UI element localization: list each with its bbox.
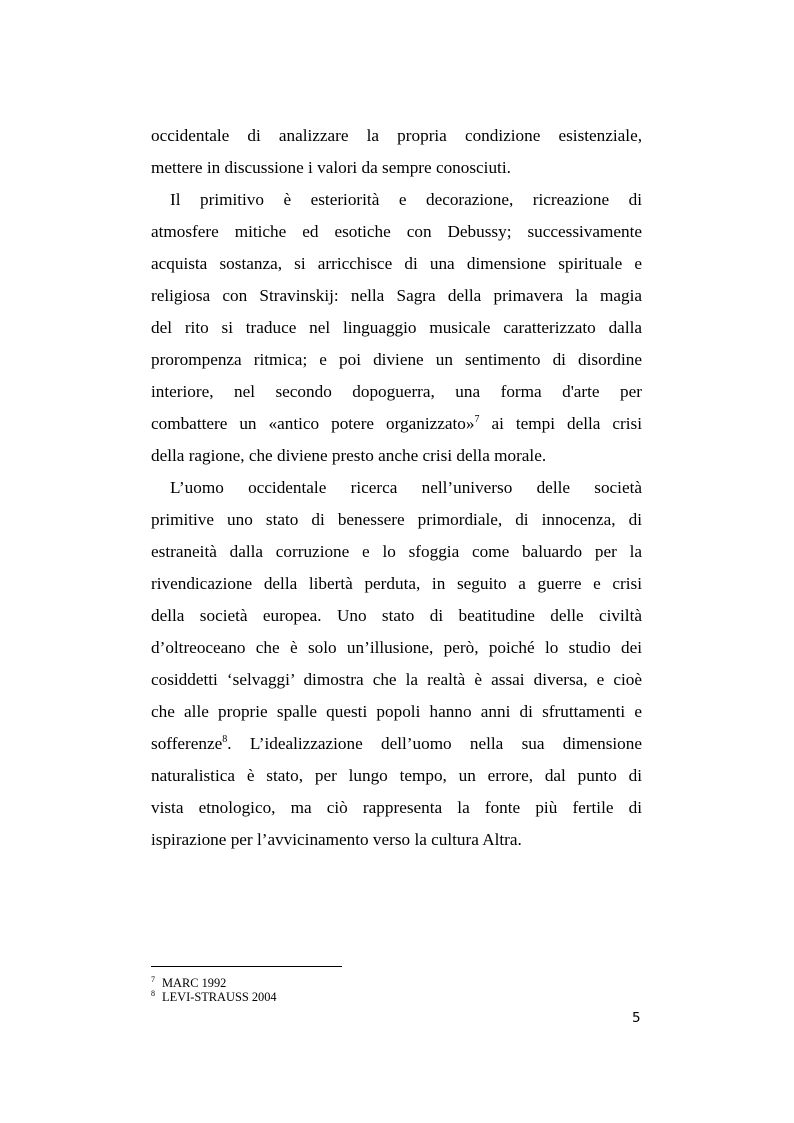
text-line: rivendicazione della libertà perduta, in seguito a guerre e crisi [151,574,642,593]
footnote-number: 7 [151,975,155,984]
text-line: occidentale di analizzare la propria condizione esistenziale, [151,126,642,145]
text-line: ispirazione per l’avvicinamento verso la cultura Altra. [151,830,522,849]
text-line: interiore, nel secondo dopoguerra, una forma d'arte per [151,382,642,401]
footnote-reference-7[interactable]: 7 [474,414,480,425]
footnote-text: LEVI-STRAUSS 2004 [162,990,277,1004]
text-line: della società europea. Uno stato di beatitudine delle civiltà [151,606,642,625]
text-line: vista etnologico, ma ciò rappresenta la fonte più fertile di [151,798,642,817]
footnote-separator [151,966,342,967]
text-line-with-footnote [151,414,642,437]
text-line: naturalistica è stato, per lungo tempo, un errore, dal punto di [151,766,642,785]
text-line: che alle proprie spalle questi popoli hanno anni di sfruttamenti e [151,702,642,721]
text-line: acquista sostanza, si arricchisce di una dimensione spirituale e [151,254,642,273]
text-line: mettere in discussione i valori da sempre conosciuti. [151,158,511,177]
footnote-reference-8[interactable]: 8 [222,734,228,745]
paragraph-start-line: Il primitivo è esteriorità e decorazione, ricreazione di [170,190,642,209]
text-line: prorompenza ritmica; e poi diviene un sentimento di disordine [151,350,642,369]
text-segment: sofferenze [151,734,223,753]
text-segment: ai tempi della crisi [479,414,642,433]
text-line-with-footnote [151,734,642,757]
footnote-8 [151,990,277,1006]
footnote-text: MARC 1992 [162,976,227,990]
text-line: del rito si traduce nel linguaggio musicale caratterizzato dalla [151,318,642,337]
paragraph-start-line: L’uomo occidentale ricerca nell’universo delle società [170,478,642,497]
text-segment: . L’idealizzazione dell’uomo nella sua dimensione [227,734,642,753]
page-number: 5 [632,1010,641,1026]
text-line: cosiddetti ‘selvaggi’ dimostra che la realtà è assai diversa, e cioè [151,670,642,689]
text-line: atmosfere mitiche ed esotiche con Debussy; successivamente [151,222,642,241]
text-segment: combattere un «antico potere organizzato» [151,414,475,433]
text-line: della ragione, che diviene presto anche crisi della morale. [151,446,547,465]
text-line: religiosa con Stravinskij: nella Sagra della primavera la magia [151,286,642,305]
text-line: d’oltreoceano che è solo un’illusione, però, poiché lo studio dei [151,638,642,657]
text-line: estraneità dalla corruzione e lo sfoggia come baluardo per la [151,542,642,561]
text-line: primitive uno stato di benessere primordiale, di innocenza, di [151,510,642,529]
footnote-number: 8 [151,989,155,998]
